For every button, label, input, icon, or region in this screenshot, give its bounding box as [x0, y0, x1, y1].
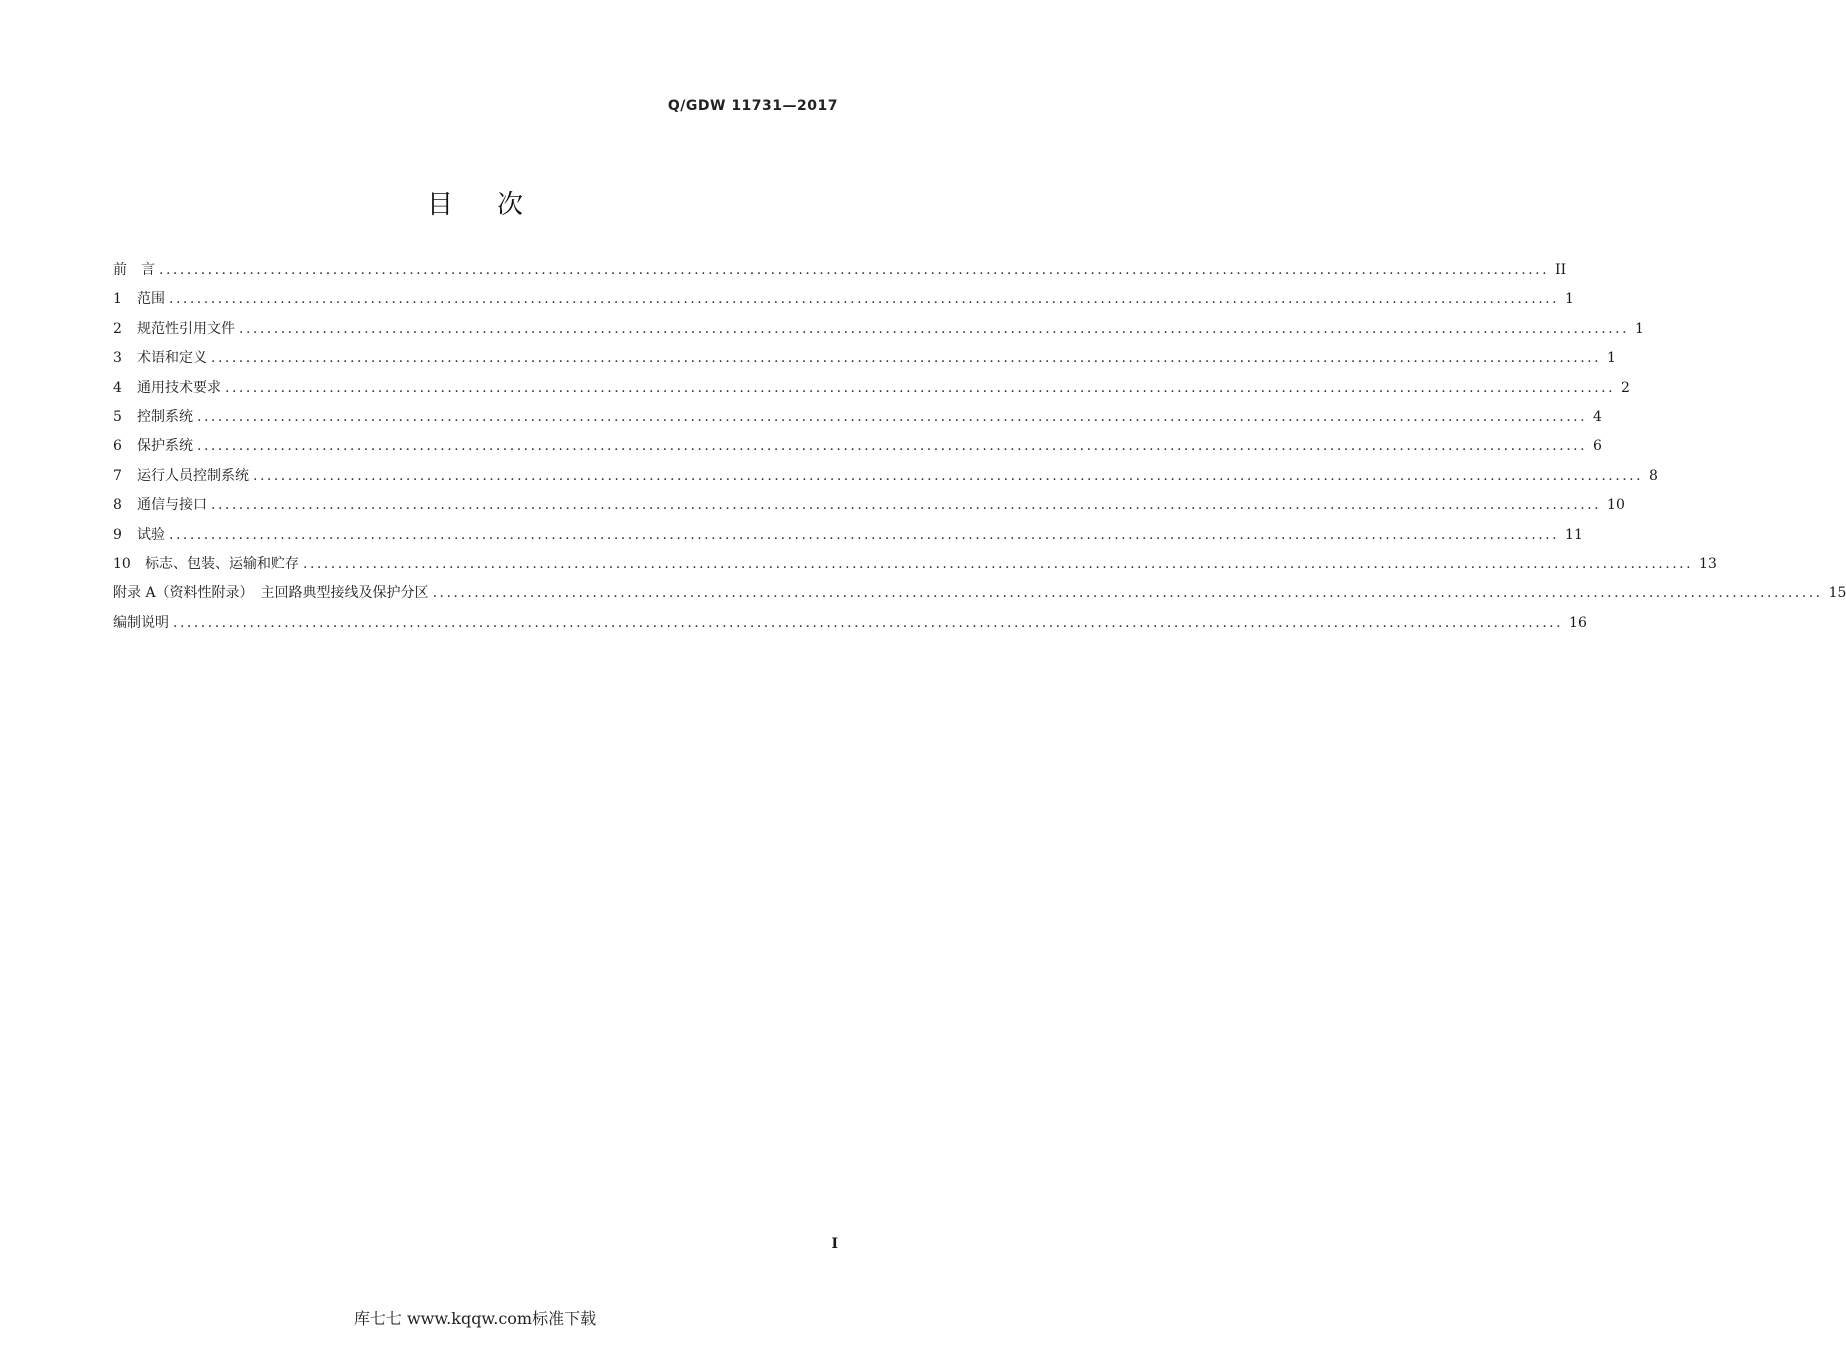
toc-entry[interactable] [113, 553, 1717, 582]
toc-entry-label: 规范性引用文件 [137, 320, 235, 337]
toc-entry[interactable] [113, 494, 1625, 523]
toc-entry-number: 10 [113, 555, 131, 572]
toc-entry-page: 13 [1699, 555, 1717, 572]
toc-entry-page: 8 [1649, 467, 1658, 484]
toc-entry[interactable] [113, 288, 1574, 317]
toc-entry-label: 术语和定义 [137, 350, 207, 367]
toc-entry-label: 试验 [137, 526, 165, 543]
toc-entry-label: 前 言 [113, 262, 155, 278]
toc-entry-page: II [1555, 262, 1567, 278]
toc-dot-leader: ........................................................................................................................................................................................................ [211, 350, 1602, 367]
toc-entry-number: 9 [113, 526, 122, 543]
toc-entry-label: 通用技术要求 [137, 379, 221, 396]
toc-entry-page: 15 [1828, 585, 1846, 602]
toc-entry-number: 4 [113, 379, 122, 396]
toc-entry-label: 保护系统 [137, 438, 193, 455]
toc-entry-page: 11 [1565, 526, 1583, 543]
toc-entry[interactable] [113, 524, 1583, 553]
toc-dot-leader: ........................................................................................................................................................................................................ [253, 467, 1644, 484]
toc-entry-number: 2 [113, 320, 122, 337]
toc-title: 目次 [426, 190, 567, 220]
toc-entry-number: 1 [113, 291, 122, 308]
toc-entry-label: 标志、包装、运输和贮存 [145, 555, 299, 572]
toc-entry-number: 5 [113, 408, 122, 425]
toc-dot-leader: ........................................................................................................................................................................................................ [169, 526, 1560, 543]
toc-dot-leader: ........................................................................................................................................................................................................ [197, 408, 1588, 425]
toc-entry-label: 运行人员控制系统 [137, 467, 249, 484]
toc-dot-leader: ........................................................................................................................................................................................................ [303, 555, 1694, 572]
toc-entry[interactable] [113, 318, 1644, 347]
toc-entry-page: 1 [1607, 350, 1616, 367]
toc-entry[interactable] [113, 435, 1602, 464]
toc-entry-number: 8 [113, 497, 122, 514]
toc-entry-label: 附录 A（资料性附录） 主回路典型接线及保护分区 [113, 585, 429, 602]
toc-entry[interactable] [113, 406, 1602, 435]
toc-entry[interactable] [113, 465, 1658, 494]
toc-dot-leader: ........................................................................................................................................................................................................ [197, 438, 1588, 455]
toc-entry-label: 通信与接口 [137, 497, 207, 514]
toc-entry-page: 1 [1565, 291, 1574, 308]
toc-entry-label: 控制系统 [137, 408, 193, 425]
toc-entry-label: 范围 [137, 291, 165, 308]
toc-dot-leader: ........................................................................................................................................................................................................ [432, 585, 1823, 602]
toc-dot-leader: ........................................................................................................................................................................................................ [173, 614, 1564, 631]
toc-dot-leader: ........................................................................................................................................................................................................ [169, 291, 1560, 308]
toc-entry[interactable] [113, 377, 1630, 406]
table-of-contents [113, 259, 1846, 641]
toc-entry[interactable] [113, 347, 1616, 376]
page-number: I [831, 1236, 838, 1252]
toc-dot-leader: ........................................................................................................................................................................................................ [225, 379, 1616, 396]
toc-entry-number: 6 [113, 438, 122, 455]
toc-entry-page: 2 [1621, 379, 1630, 396]
toc-entry-page: 10 [1607, 497, 1625, 514]
toc-entry-number: 7 [113, 467, 122, 484]
toc-entry[interactable] [113, 612, 1587, 641]
toc-entry-page: 16 [1569, 614, 1587, 631]
toc-entry-page: 1 [1635, 320, 1644, 337]
toc-entry-page: 6 [1593, 438, 1602, 455]
watermark: 库七七 www.kqqw.com标准下载 [353, 1309, 597, 1328]
toc-entry[interactable] [113, 259, 1567, 288]
document-code: Q/GDW 11731—2017 [667, 98, 838, 114]
toc-entry-label: 编制说明 [113, 614, 169, 631]
toc-entry-page: 4 [1593, 408, 1602, 425]
toc-entry[interactable] [113, 582, 1846, 611]
toc-dot-leader: ........................................................................................................................................................................................................ [159, 262, 1550, 278]
toc-entry-number: 3 [113, 350, 122, 367]
toc-dot-leader: ........................................................................................................................................................................................................ [239, 320, 1630, 337]
toc-dot-leader: ........................................................................................................................................................................................................ [211, 497, 1602, 514]
